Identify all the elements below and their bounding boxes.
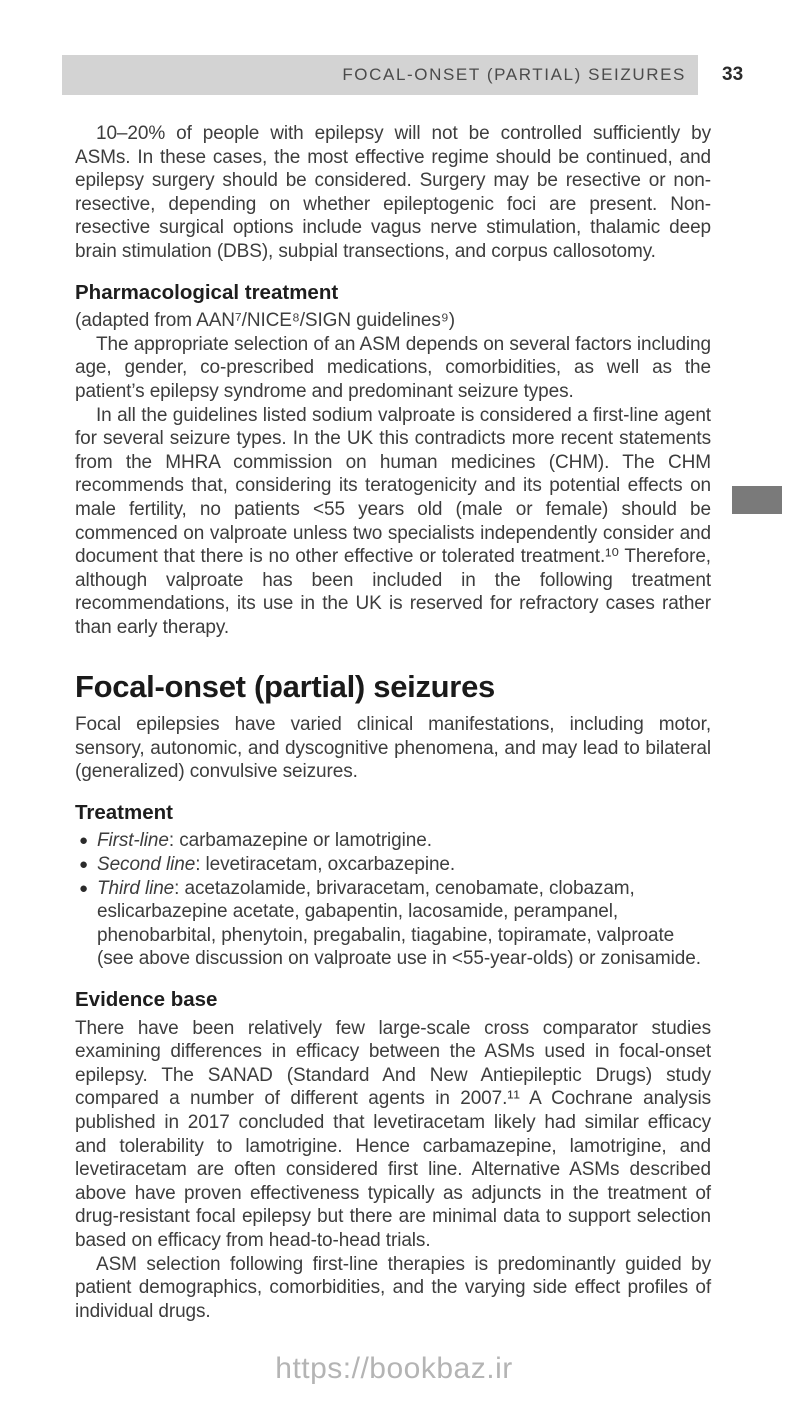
running-header-bar <box>62 55 698 95</box>
bullet-icon: ● <box>79 879 88 897</box>
bullet-icon: ● <box>79 856 88 874</box>
thumb-index-tab <box>732 486 782 514</box>
bullet-rest: : levetiracetam, oxcarbazepine. <box>195 854 456 876</box>
bullet-lead-first-line: First-line <box>97 830 169 852</box>
paragraph-focal-intro: Focal epilepsies have varied clinical manifestations, including motor, sensory, autonomic, and dyscognitive phenomena, and may lead to bilateral (generalized) convulsive seizures. <box>75 714 711 783</box>
paragraph-evidence-studies: There have been relatively few large-scale cross comparator studies examining differences in efficacy between the ASMs used in focal-onset epilepsy. The SANAD (Standard And New Antiepileptic Drugs) study compared a number of different agents in 2007.¹¹ A Cochrane analysis published in 2017 concluded that levetiracetam likely had similar efficacy and tolerability to lamotrigine. Hence carbamazepine, lamotrigine, and levetiracetam are often considered first line. Alternative ASMs described above have proven effectiveness typically as adjuncts in the treatment of drug-resistant focal epilepsy but there are minimal data to support selection based on efficacy from head-to-head trials. <box>75 1017 711 1251</box>
bullet-icon: ● <box>79 832 88 850</box>
adapted-from-note: (adapted from AAN⁷/NICE⁸/SIGN guidelines⁹) <box>75 310 455 332</box>
page-content <box>75 122 711 1323</box>
list-item <box>75 853 711 877</box>
chapter-heading-focal-onset: Focal-onset (partial) seizures <box>75 669 495 705</box>
heading-pharmacological-treatment: Pharmacological treatment <box>75 280 339 304</box>
paragraph-asm-selection-guided: ASM selection following first-line therapies is predominantly guided by patient demographics, comorbidities, and the varying side effect profiles of individual drugs. <box>75 1253 711 1322</box>
list-item <box>75 877 711 971</box>
page-number: 33 <box>722 64 744 85</box>
paragraph-surgery: 10–20% of people with epilepsy will not be controlled sufficiently by ASMs. In these cases, the most effective regime should be continued, and epilepsy surgery should be considered. Surgery may be resective or non-resective, depending on whether epileptogenic foci are present. Non-resective surgical options include vagus nerve stimulation, thalamic deep brain stimulation (DBS), subpial transections, and corpus callosotomy. <box>75 123 711 262</box>
bullet-text <box>97 877 711 971</box>
watermark-url: https://bookbaz.ir <box>275 1352 513 1385</box>
paragraph-asm-selection-factors: The appropriate selection of an ASM depends on several factors including age, gender, co-prescribed medications, comorbidities, as well as the patient’s epilepsy syndrome and predominant seizure types. <box>75 333 711 402</box>
treatment-bullet-list <box>75 829 711 971</box>
bullet-text <box>97 853 711 877</box>
bullet-lead-third-line: Third line <box>97 877 175 899</box>
heading-treatment: Treatment <box>75 800 173 824</box>
bullet-text <box>97 829 711 853</box>
heading-evidence-base: Evidence base <box>75 988 218 1011</box>
bullet-rest: : carbamazepine or lamotrigine. <box>168 830 432 852</box>
bullet-rest: : acetazolamide, brivaracetam, cenobamate, clobazam, eslicarbazepine acetate, gabapentin, lacosamide, perampanel, phenobarbital, phenytoin, pregabalin, tiagabine, topiramate, valproate (see above discussion on valproate use in <55-year-olds) or zonisamide. <box>97 877 701 970</box>
paragraph-valproate: In all the guidelines listed sodium valproate is considered a first-line agent for several seizure types. In the UK this contradicts more recent statements from the MHRA commission on human medicines (CHM). The CHM recommends that, considering its teratogenicity and its potential effects on male fertility, no patients <55 years old (male or female) should be commenced on valproate unless two specialists independently consider and document that there is no other effective or tolerated treatment.¹⁰ Therefore, although valproate has been included in the following treatment recommendations, its use in the UK is reserved for refractory cases rather than early therapy. <box>75 404 711 638</box>
list-item <box>75 829 711 853</box>
bullet-lead-second-line: Second line <box>97 854 196 876</box>
running-header-title: FOCAL-ONSET (PARTIAL) SEIZURES <box>342 65 686 84</box>
